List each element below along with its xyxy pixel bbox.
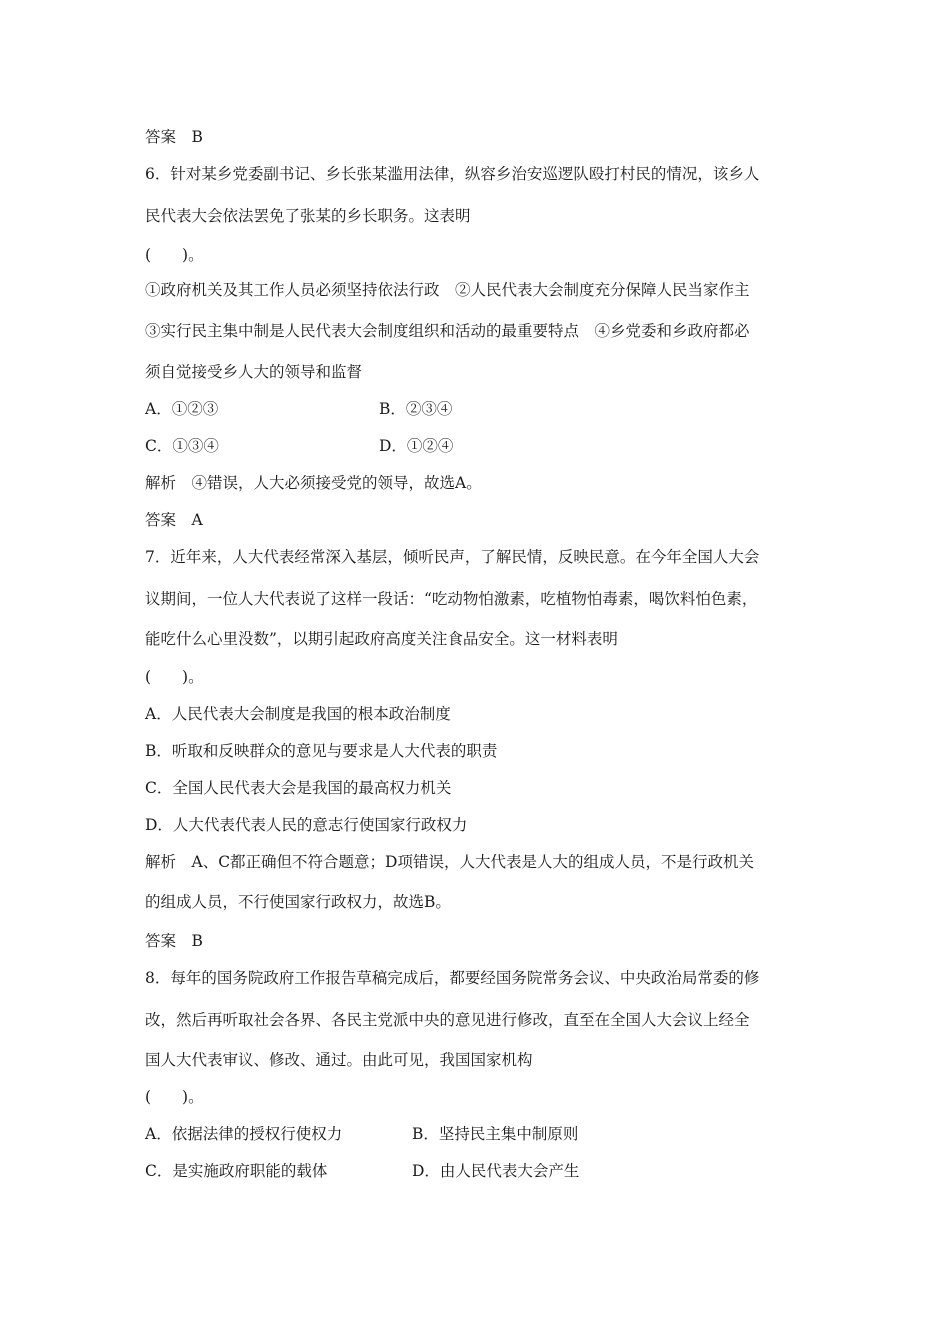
question-7-analysis-line-1: 解析 A、C都正确但不符合题意；D项错误，人大代表是人大的组成人员，不是行政机关 (145, 853, 754, 871)
question-7-option-a: A．人民代表大会制度是我国的根本政治制度 (145, 705, 451, 723)
question-8-line-3: 国人大代表审议、修改、通过。由此可见，我国国家机构 (145, 1051, 533, 1069)
question-6-option-d: D．①②④ (379, 437, 454, 455)
question-7-answer: 答案 B (145, 932, 203, 950)
question-7-line-2: 议期间，一位人大代表说了这样一段话：“吃动物怕激素，吃植物怕毒素，喝饮料怕色素， (145, 590, 758, 608)
question-8-option-d: D．由人民代表大会产生 (412, 1162, 580, 1180)
question-8-blank: ( )。 (145, 1088, 204, 1106)
answer-line-q5: 答案 B (145, 128, 203, 146)
question-8-option-c: C．是实施政府职能的载体 (145, 1162, 328, 1180)
question-6-analysis: 解析 ④错误，人大必须接受党的领导，故选A。 (145, 474, 482, 492)
question-8-option-a: A．依据法律的授权行使权力 (145, 1125, 343, 1143)
question-6-option-b: B．②③④ (379, 400, 453, 418)
question-6-statement-line-2: ③实行民主集中制是人民代表大会制度组织和活动的最重要特点 ④乡党委和乡政府都必 (145, 322, 750, 340)
question-6-option-c: C．①③④ (145, 437, 219, 455)
question-6-line-1: 6．针对某乡党委副书记、乡长张某滥用法律，纵容乡治安巡逻队殴打村民的情况，该乡人 (145, 165, 760, 183)
question-8-line-2: 改，然后再听取社会各界、各民主党派中央的意见进行修改，直至在全国人大会议上经全 (145, 1011, 750, 1029)
question-7-line-1: 7．近年来，人大代表经常深入基层，倾听民声，了解民情，反映民意。在今年全国人大会 (145, 548, 760, 566)
question-6-statement-line-1: ①政府机关及其工作人员必须坚持依法行政 ②人民代表大会制度充分保障人民当家作主 (145, 281, 750, 299)
question-7-option-d: D．人大代表代表人民的意志行使国家行政权力 (145, 816, 468, 834)
question-7-analysis-line-2: 的组成人员，不行使国家行政权力，故选B。 (145, 893, 451, 911)
question-6-answer: 答案 A (145, 511, 203, 529)
question-7-option-b: B．听取和反映群众的意见与要求是人大代表的职责 (145, 742, 498, 760)
question-7-option-c: C．全国人民代表大会是我国的最高权力机关 (145, 779, 452, 797)
question-8-line-1: 8．每年的国务院政府工作报告草稿完成后，都要经国务院常务会议、中央政治局常委的修 (145, 969, 760, 987)
question-6-option-a: A．①②③ (145, 400, 219, 418)
question-7-line-3: 能吃什么心里没数”，以期引起政府高度关注食品安全。这一材料表明 (145, 630, 618, 648)
question-6-blank: ( )。 (145, 246, 204, 264)
question-7-blank: ( )。 (145, 668, 204, 686)
question-6-line-2: 民代表大会依法罢免了张某的乡长职务。这表明 (145, 207, 471, 225)
question-8-option-b: B．坚持民主集中制原则 (412, 1125, 579, 1143)
question-6-statement-line-3: 须自觉接受乡人大的领导和监督 (145, 363, 363, 381)
